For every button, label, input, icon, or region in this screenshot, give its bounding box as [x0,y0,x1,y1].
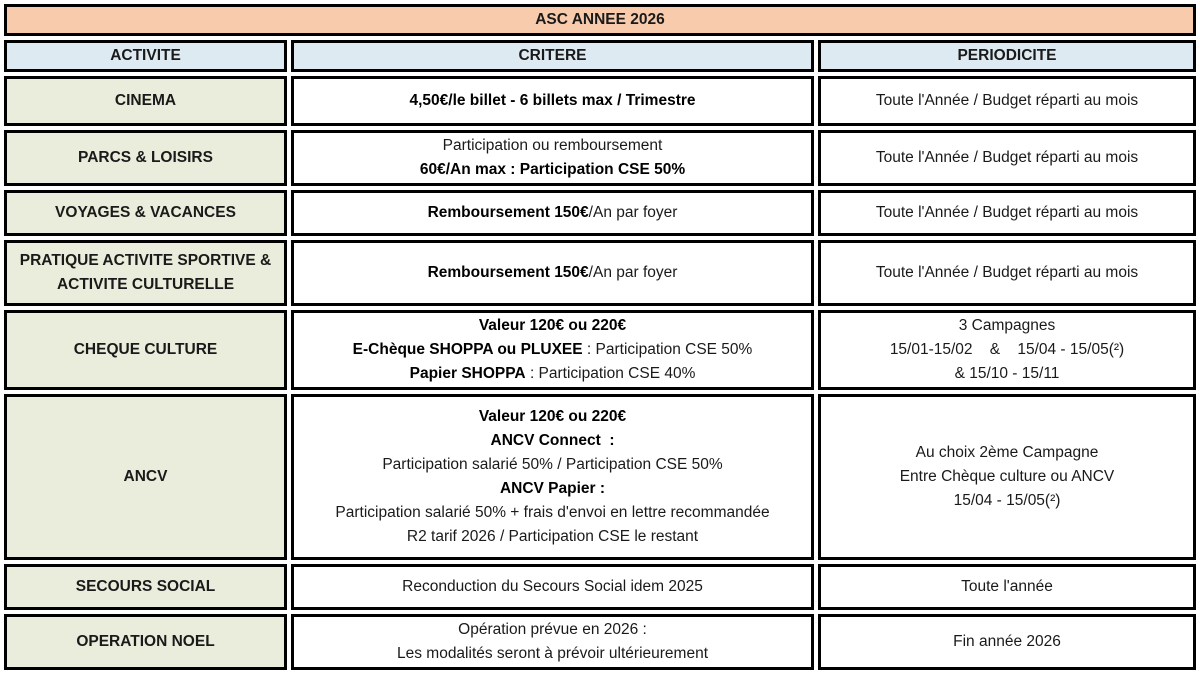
critere-cell [291,190,814,236]
critere-cell [291,130,814,186]
activity-label: ACTIVITE CULTURELLE [56,276,235,293]
cell-line [298,405,807,429]
text-bold: E-Chèque SHOPPA ou PLUXEE [352,341,583,358]
activity-label: CINEMA [114,92,177,109]
text: Toute l'année [961,578,1053,595]
periodicite-cell [818,190,1196,236]
cell-line [825,338,1189,362]
text: Toute l'Année / Budget réparti au mois [875,92,1139,109]
activity-cell [4,190,287,236]
text: Reconduction du Secours Social idem 2025 [402,578,703,595]
column-header-row [4,40,1196,72]
activity-cell [4,240,287,306]
text-bold: 60€/An max : Participation CSE 50% [419,161,686,178]
text: : Participation CSE 40% [525,365,696,382]
text: 15/04 - 15/05(²) [953,492,1061,509]
periodicite-cell [818,130,1196,186]
cell-line [825,441,1189,465]
cell-line [825,146,1189,170]
text-bold: Valeur 120€ ou 220€ [478,317,627,334]
activity-label: PRATIQUE ACTIVITE SPORTIVE & [19,252,272,269]
cell-line [298,575,807,599]
column-header-activite: ACTIVITE [4,40,287,72]
text: Les modalités seront à prévoir ultérieurement [396,645,708,662]
cell-line [298,314,807,338]
cell-line [298,453,807,477]
text: R2 tarif 2026 / Participation CSE le restant [406,528,699,545]
text: Participation salarié 50% / Participation CSE 50% [382,456,723,473]
critere-cell [291,394,814,560]
activity-cell [4,76,287,126]
critere-cell [291,240,814,306]
cell-line [298,338,807,362]
cell-line [825,261,1189,285]
cell-line [825,201,1189,225]
text: Toute l'Année / Budget réparti au mois [875,204,1139,221]
text: Toute l'Année / Budget réparti au mois [875,149,1139,166]
cell-line [825,465,1189,489]
activity-label: PARCS & LOISIRS [78,149,213,166]
text-bold: Valeur 120€ ou 220€ [478,408,627,425]
activity-cell [4,130,287,186]
activity-label: OPERATION NOEL [76,633,215,650]
table-row [4,76,1196,126]
activity-label: CHEQUE CULTURE [73,341,218,358]
text-bold: Remboursement 150€ [427,204,589,221]
table-row [4,310,1196,390]
critere-cell [291,310,814,390]
periodicite-cell [818,564,1196,610]
cell-line [298,201,807,225]
cell-line [825,489,1189,513]
text: : Participation CSE 50% [582,341,753,358]
cell-line [298,89,807,113]
text: 15/01-15/02 & 15/04 - 15/05(²) [889,341,1125,358]
activity-cell [4,564,287,610]
text: 3 Campagnes [958,317,1056,334]
text-bold: ANCV Papier : [499,480,606,497]
cell-line [825,314,1189,338]
cell-line [825,89,1189,113]
cell-line [298,501,807,525]
cell-line [825,630,1189,654]
periodicite-cell [818,240,1196,306]
table-row [4,240,1196,306]
table-row [4,130,1196,186]
activity-cell [4,394,287,560]
text-bold: Remboursement 150€ [427,264,589,281]
text: Opération prévue en 2026 : [458,621,647,638]
title-row [4,4,1196,36]
activity-label: SECOURS SOCIAL [75,578,216,595]
text-bold: ANCV Connect : [490,432,615,449]
periodicite-cell [818,76,1196,126]
column-header-critere: CRITERE [291,40,814,72]
cell-line [298,261,807,285]
text: Toute l'Année / Budget réparti au mois [875,264,1139,281]
cell-line [298,477,807,501]
activity-label: VOYAGES & VACANCES [55,204,236,221]
text: Participation ou remboursement [442,137,663,154]
text: /An par foyer [588,204,678,221]
activity-label: ANCV [123,468,168,485]
text: & 15/10 - 15/11 [954,365,1060,382]
cell-line [298,429,807,453]
table-row [4,394,1196,560]
activity-cell [4,310,287,390]
cell-line [825,362,1189,386]
text-bold: 4,50€/le billet - 6 billets max / Trimestre [409,92,696,109]
cell-line [298,134,807,158]
text: /An par foyer [588,264,678,281]
table-title: ASC ANNEE 2026 [4,4,1196,36]
text: Entre Chèque culture ou ANCV [899,468,1115,485]
cell-line [298,362,807,386]
cell-line [825,575,1189,599]
cell-line [298,642,807,666]
cell-line [298,158,807,182]
cell-line [298,525,807,549]
column-header-periodicite: PERIODICITE [818,40,1196,72]
periodicite-cell [818,394,1196,560]
critere-cell [291,564,814,610]
text-bold: Papier SHOPPA [409,365,526,382]
text: Fin année 2026 [953,633,1061,650]
text: Participation salarié 50% + frais d'envoi en lettre recommandée [335,504,770,521]
cell-line [298,618,807,642]
critere-cell [291,76,814,126]
table-row [4,564,1196,610]
table-row [4,190,1196,236]
periodicite-cell [818,310,1196,390]
text: Au choix 2ème Campagne [915,444,1099,461]
